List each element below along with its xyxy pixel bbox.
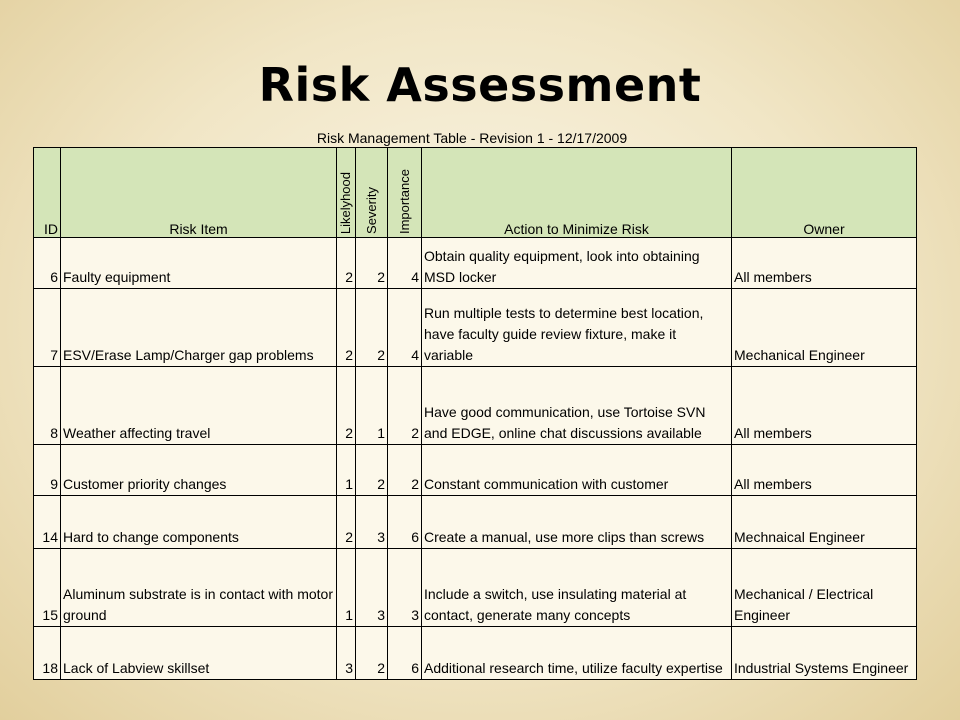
cell-severity: 3 xyxy=(356,549,388,627)
cell-risk-item: Aluminum substrate is in contact with motor ground xyxy=(61,549,337,627)
cell-id: 18 xyxy=(34,627,61,680)
cell-importance: 3 xyxy=(388,549,422,627)
cell-likelyhood: 1 xyxy=(337,549,356,627)
cell-action: Run multiple tests to determine best location, have faculty guide review fixture, make it variable xyxy=(422,289,732,367)
cell-action: Additional research time, utilize faculty expertise xyxy=(422,627,732,680)
table-header-row xyxy=(34,148,917,238)
table-row xyxy=(34,549,917,627)
table-row xyxy=(34,627,917,680)
cell-id: 7 xyxy=(34,289,61,367)
header-action: Action to Minimize Risk xyxy=(422,148,732,238)
cell-owner: Mechnaical Engineer xyxy=(732,496,917,549)
cell-id: 14 xyxy=(34,496,61,549)
header-severity xyxy=(356,148,388,238)
cell-action: Create a manual, use more clips than screws xyxy=(422,496,732,549)
cell-severity: 2 xyxy=(356,238,388,289)
header-risk-item: Risk Item xyxy=(61,148,337,238)
cell-likelyhood: 1 xyxy=(337,445,356,496)
slide-title: Risk Assessment xyxy=(258,58,702,112)
cell-owner: Industrial Systems Engineer xyxy=(732,627,917,680)
cell-owner: Mechanical Engineer xyxy=(732,289,917,367)
cell-risk-item: Weather affecting travel xyxy=(61,367,337,445)
cell-owner: All members xyxy=(732,367,917,445)
table-row xyxy=(34,496,917,549)
cell-id: 9 xyxy=(34,445,61,496)
cell-severity: 2 xyxy=(356,445,388,496)
cell-id: 8 xyxy=(34,367,61,445)
cell-severity: 2 xyxy=(356,627,388,680)
cell-importance: 4 xyxy=(388,289,422,367)
cell-action: Include a switch, use insulating material at contact, generate many concepts xyxy=(422,549,732,627)
cell-importance: 2 xyxy=(388,445,422,496)
cell-risk-item: Customer priority changes xyxy=(61,445,337,496)
cell-risk-item: Faulty equipment xyxy=(61,238,337,289)
cell-importance: 2 xyxy=(388,367,422,445)
cell-importance: 6 xyxy=(388,496,422,549)
table-row xyxy=(34,367,917,445)
cell-importance: 6 xyxy=(388,627,422,680)
cell-likelyhood: 3 xyxy=(337,627,356,680)
table-caption: Risk Management Table - Revision 1 - 12/17/2009 xyxy=(316,130,628,146)
risk-management-table xyxy=(33,147,917,680)
cell-action: Have good communication, use Tortoise SVN and EDGE, online chat discussions available xyxy=(422,367,732,445)
table-row xyxy=(34,289,917,367)
cell-owner: Mechanical / Electrical Engineer xyxy=(732,549,917,627)
table-row xyxy=(34,445,917,496)
cell-severity: 3 xyxy=(356,496,388,549)
cell-severity: 1 xyxy=(356,367,388,445)
cell-id: 15 xyxy=(34,549,61,627)
cell-likelyhood: 2 xyxy=(337,496,356,549)
cell-owner: All members xyxy=(732,445,917,496)
cell-action: Constant communication with customer xyxy=(422,445,732,496)
table-row xyxy=(34,238,917,289)
header-importance-label: Importance xyxy=(396,168,412,234)
cell-likelyhood: 2 xyxy=(337,238,356,289)
cell-id: 6 xyxy=(34,238,61,289)
cell-risk-item: ESV/Erase Lamp/Charger gap problems xyxy=(61,289,337,367)
cell-risk-item: Hard to change components xyxy=(61,496,337,549)
cell-importance: 4 xyxy=(388,238,422,289)
cell-likelyhood: 2 xyxy=(337,367,356,445)
header-owner: Owner xyxy=(732,148,917,238)
header-likelyhood xyxy=(337,148,356,238)
header-id: ID xyxy=(34,148,61,238)
cell-severity: 2 xyxy=(356,289,388,367)
cell-likelyhood: 2 xyxy=(337,289,356,367)
header-severity-label: Severity xyxy=(363,187,379,234)
header-likelyhood-label: Likelyhood xyxy=(338,171,353,234)
cell-risk-item: Lack of Labview skillset xyxy=(61,627,337,680)
header-importance xyxy=(388,148,422,238)
cell-action: Obtain quality equipment, look into obtaining MSD locker xyxy=(422,238,732,289)
cell-owner: All members xyxy=(732,238,917,289)
